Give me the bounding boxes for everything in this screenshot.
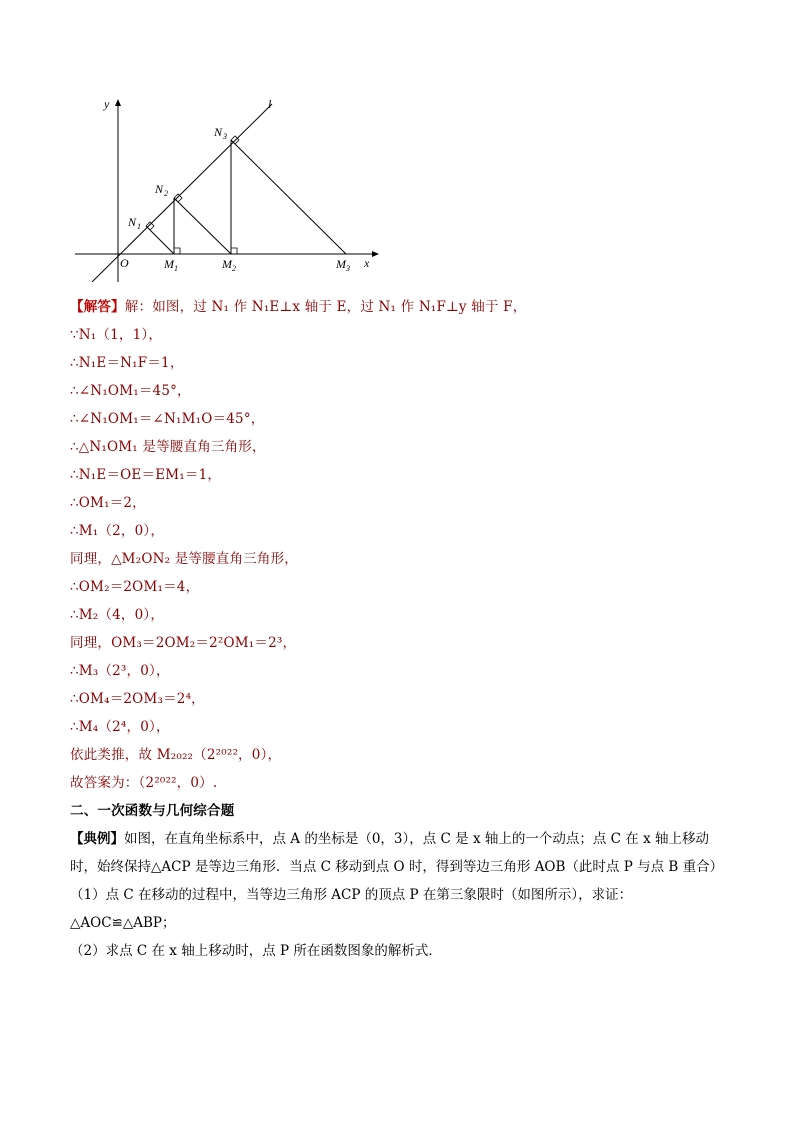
solution-line-5: ∴△N₁OM₁ 是等腰直角三角形，	[70, 439, 266, 455]
solution-line-1: ∵N₁（1，1），	[70, 327, 163, 343]
solution-line-3: ∴∠N₁OM₁＝45°，	[70, 383, 191, 399]
question-1: （1）点 C 在移动的过程中，当等边三角形 ACP 的顶点 P 在第三象限时（如图所示），求证：△AOC≌△ABP；	[70, 887, 633, 931]
coordinate-diagram	[70, 92, 390, 282]
x-axis-arrow	[372, 251, 379, 257]
solution-line-9: 同理，△M₂ON₂ 是等腰直角三角形，	[70, 551, 298, 567]
n3-label: N	[214, 125, 223, 139]
y-axis-label: y	[104, 97, 110, 111]
example-tag: 【典例】	[70, 831, 124, 847]
segment-n3-m3	[231, 140, 346, 254]
segment-n2-m2	[174, 198, 231, 254]
m2-label-sub: 2	[232, 264, 236, 273]
solution-line-11: ∴M₂（4，0），	[70, 607, 165, 623]
m1-label: M	[164, 257, 174, 271]
y-axis-arrow	[115, 99, 121, 106]
solution-block	[70, 293, 730, 965]
solution-line-16: 依此类推，故 M₂₀₂₂（2²⁰²²，0），	[70, 747, 282, 763]
n2-label: N	[155, 182, 164, 196]
line-l-label: l	[268, 97, 272, 111]
n2-label-sub: 2	[164, 189, 168, 198]
answer-tag: 【解答】	[70, 299, 125, 315]
solution-line-6: ∴N₁E＝OE＝EM₁＝1，	[70, 467, 222, 483]
m1-label-sub: 1	[174, 264, 178, 273]
right-angle-m1	[174, 248, 180, 254]
right-angle-n1	[146, 222, 154, 230]
n3-label-sub: 3	[223, 132, 227, 141]
question-2: （2）求点 C 在 x 轴上移动时，点 P 所在函数图象的解析式．	[70, 943, 442, 959]
m2-label: M	[222, 257, 232, 271]
solution-line-14: ∴OM₄＝2OM₃＝2⁴，	[70, 691, 205, 707]
right-angle-m2	[231, 248, 237, 254]
solution-line-13: ∴M₃（2³，0），	[70, 663, 170, 679]
m3-label: M	[336, 257, 346, 271]
solution-line-2: ∴N₁E＝N₁F＝1，	[70, 355, 184, 371]
line-l	[92, 104, 272, 282]
segment-n1-m1	[146, 226, 174, 254]
x-axis-label: x	[364, 256, 370, 270]
solution-line-0	[70, 293, 730, 321]
solution-line-17: 故答案为：（2²⁰²²，0）.	[70, 775, 218, 791]
origin-label: O	[120, 256, 129, 270]
right-angle-n2	[174, 194, 182, 202]
solution-line-7: ∴OM₁＝2，	[70, 495, 146, 511]
example-paragraph	[70, 825, 730, 881]
solution-line-text: 解：如图，过 N₁ 作 N₁E⊥x 轴于 E，过 N₁ 作 N₁F⊥y 轴于 F，	[124, 299, 527, 315]
section-title: 二、一次函数与几何综合题	[70, 803, 235, 819]
m3-label-sub: 3	[346, 264, 350, 273]
geometry-figure	[70, 92, 390, 282]
solution-line-10: ∴OM₂＝2OM₁＝4，	[70, 579, 200, 595]
solution-line-12: 同理，OM₃＝2OM₂＝2²OM₁＝2³，	[70, 635, 297, 651]
n1-label: N	[128, 215, 137, 229]
solution-line-4: ∴∠N₁OM₁＝∠N₁M₁O＝45°，	[70, 411, 265, 427]
solution-line-15: ∴M₄（2⁴，0），	[70, 719, 170, 735]
n1-label-sub: 1	[137, 222, 141, 231]
example-text: 如图，在直角坐标系中，点 A 的坐标是（0，3），点 C 是 x 轴上的一个动点；点 C 在 x 轴上移动时，始终保持△ACP 是等边三角形．当点 C 移动到点 O 时，得到等边三角形 AOB（此时点 P 与点 B 重合）	[70, 831, 724, 875]
solution-line-8: ∴M₁（2，0），	[70, 523, 165, 539]
